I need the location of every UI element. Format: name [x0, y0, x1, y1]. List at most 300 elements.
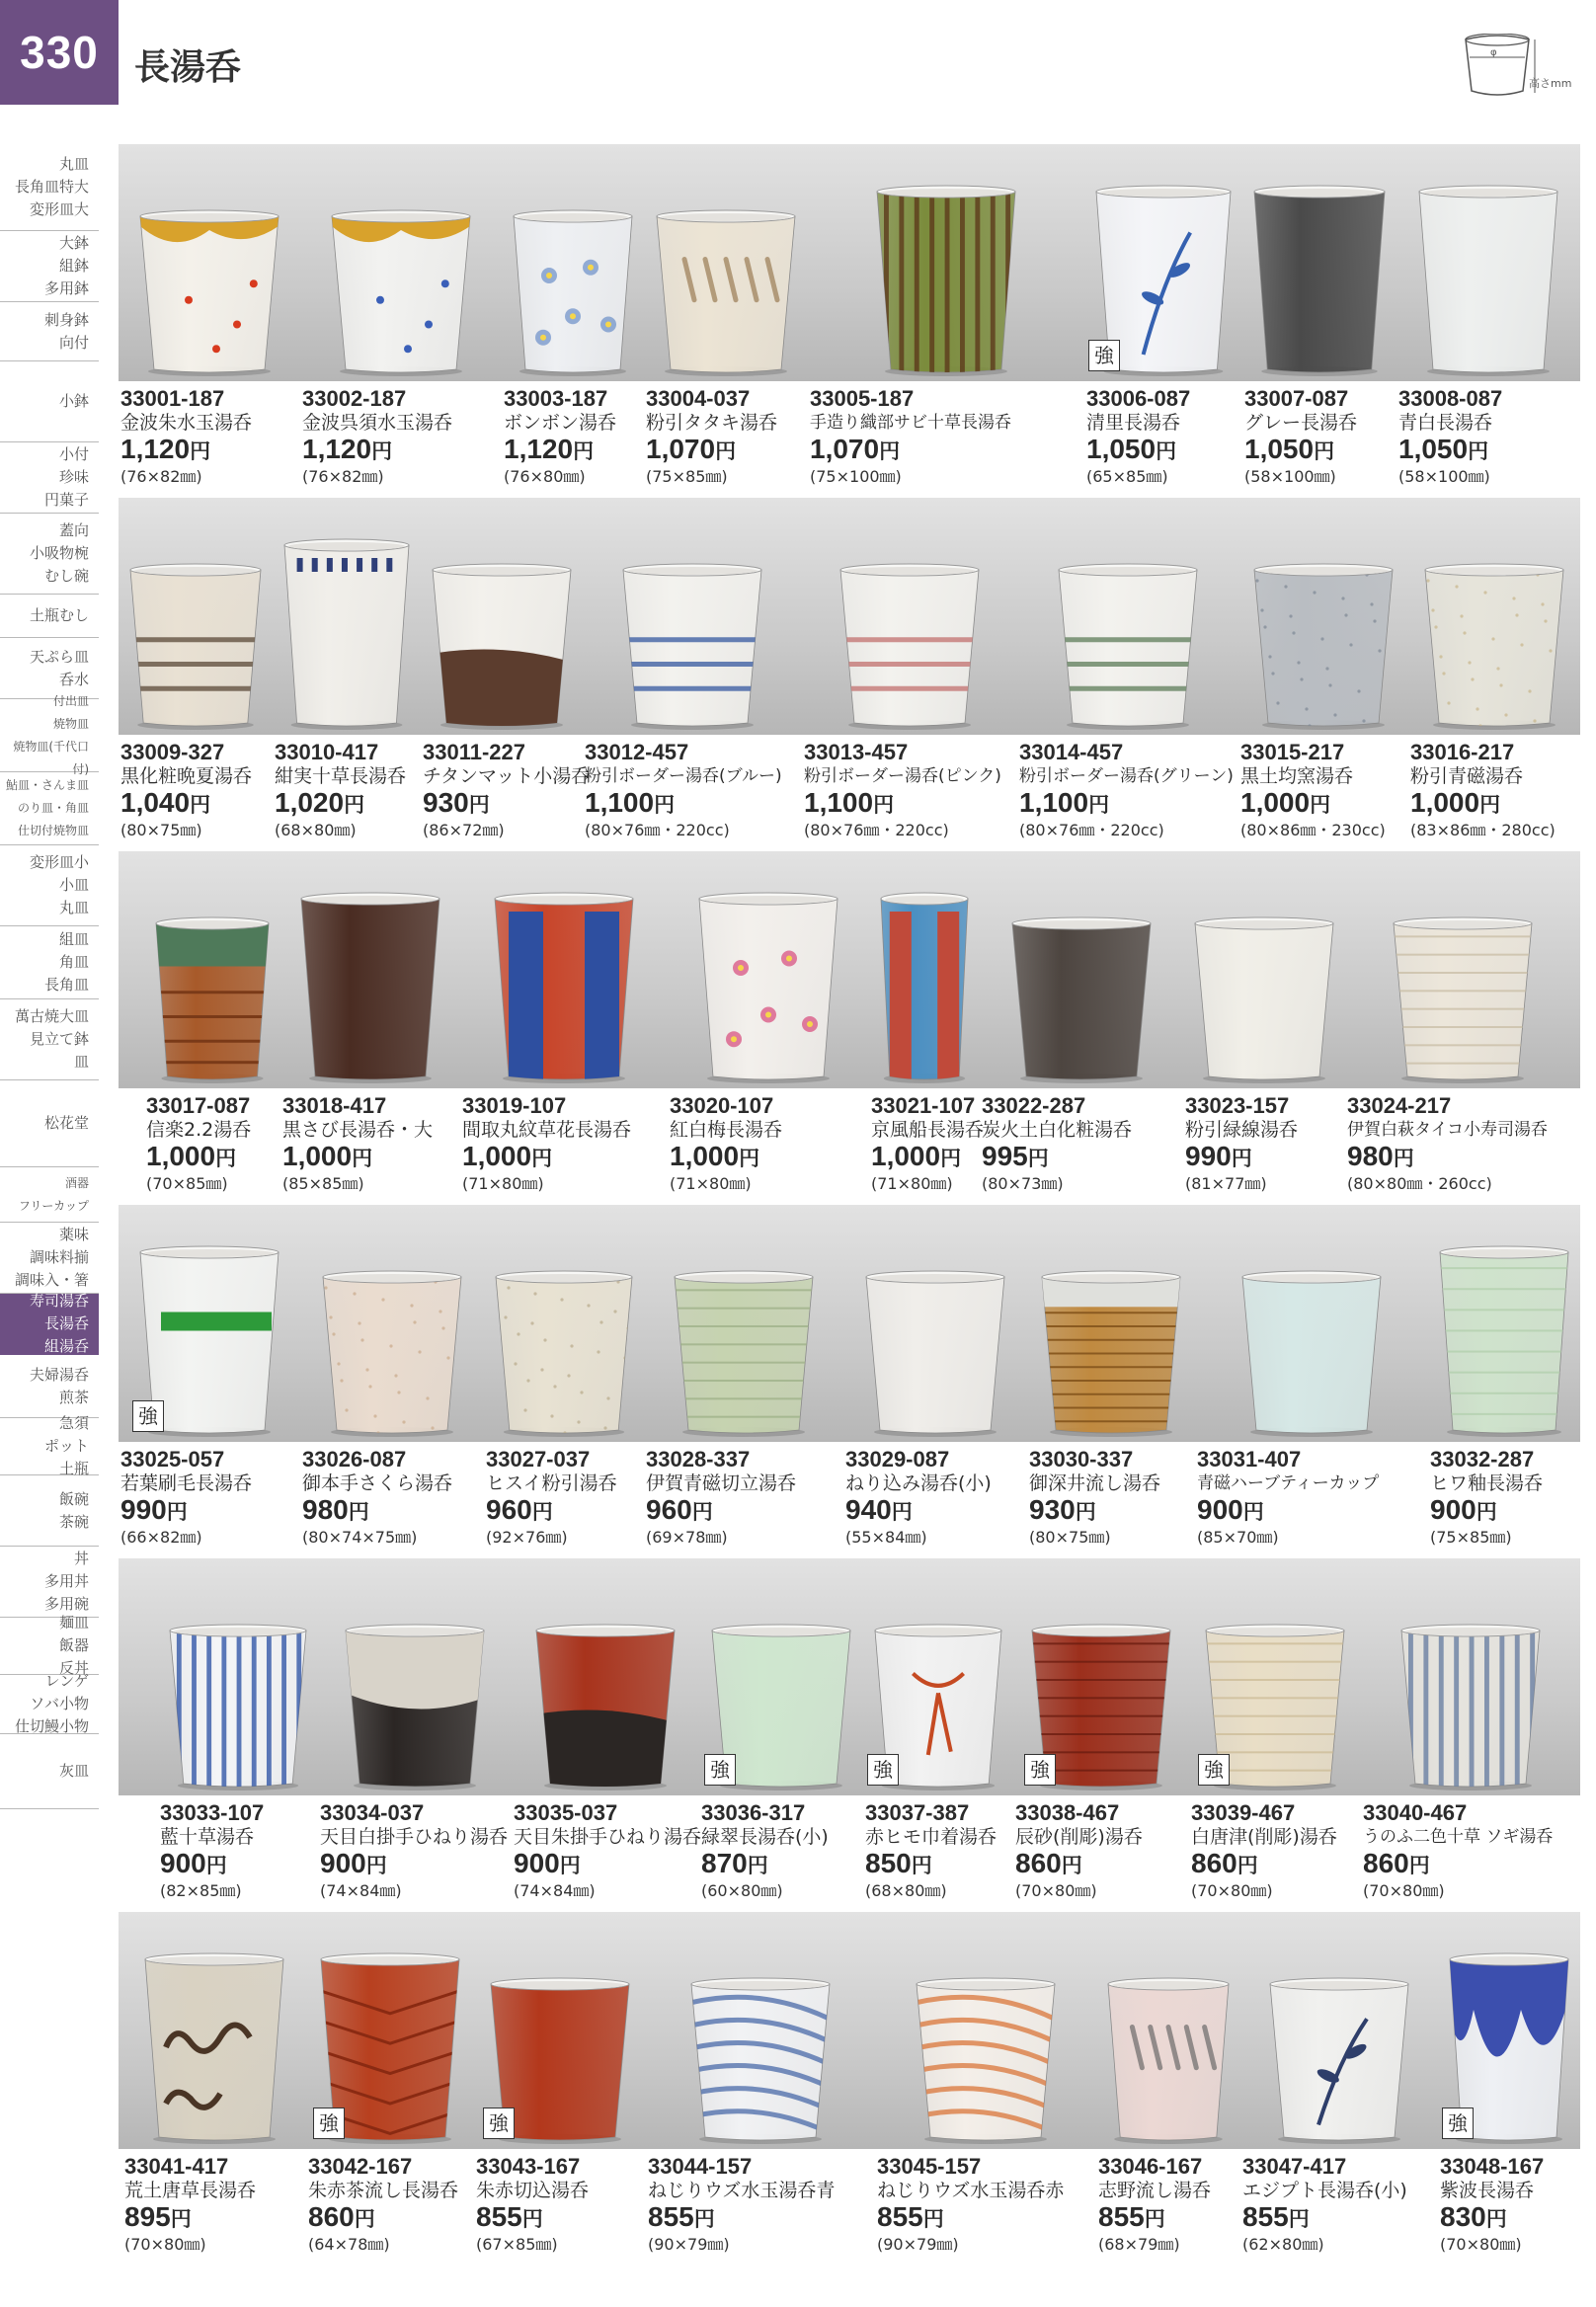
product-price — [308, 2202, 458, 2234]
price-value: 1,020 — [275, 787, 345, 818]
product-size: (70×80㎜) — [1363, 1881, 1445, 1900]
yen-unit: 円 — [1288, 2207, 1310, 2231]
price-value: 860 — [308, 2201, 355, 2232]
yen-unit: 円 — [521, 2207, 543, 2231]
product-info[interactable] — [648, 2155, 835, 2256]
product-price — [504, 435, 616, 466]
product-code: 33018-417 — [282, 1093, 387, 1118]
product-info[interactable] — [120, 741, 252, 841]
product-cup-image — [170, 1625, 306, 1788]
price-value: 860 — [1015, 1848, 1062, 1878]
product-info[interactable] — [1197, 1448, 1379, 1549]
product-name: ヒワ釉長湯呑 — [1430, 1472, 1544, 1494]
product-info[interactable] — [486, 1448, 617, 1549]
product-info[interactable] — [810, 387, 1011, 488]
product-code: 33031-407 — [1197, 1447, 1302, 1472]
product-cup-image — [514, 210, 632, 373]
price-value: 1,000 — [871, 1141, 941, 1171]
sidebar-category-23[interactable] — [0, 1734, 99, 1809]
price-value: 1,050 — [1244, 434, 1315, 464]
price-value: 1,100 — [804, 787, 874, 818]
sidebar-category-20[interactable] — [0, 1547, 99, 1618]
product-cup-image — [1242, 1271, 1381, 1434]
yen-unit: 円 — [559, 1854, 581, 1877]
product-code: 33003-187 — [504, 386, 608, 411]
product-code: 33039-467 — [1191, 1800, 1296, 1825]
product-info[interactable] — [804, 741, 1001, 841]
price-value: 1,000 — [1410, 787, 1480, 818]
product-size: (81×77㎜) — [1185, 1174, 1267, 1193]
sidebar-category-14[interactable] — [0, 1167, 99, 1223]
price-value: 900 — [514, 1848, 560, 1878]
product-code: 33012-457 — [585, 740, 689, 764]
product-size: (75×85㎜) — [1430, 1528, 1512, 1547]
product-code: 33011-227 — [423, 740, 525, 764]
sidebar-category-label: 急須 — [58, 1414, 89, 1432]
yen-unit: 円 — [739, 1147, 760, 1170]
product-name: 手造り織部サビ十草長湯呑 — [810, 413, 1011, 433]
product-code: 33038-467 — [1015, 1800, 1120, 1825]
product-size: (75×85㎜) — [646, 467, 728, 486]
product-size: (62×80㎜) — [1242, 2235, 1324, 2254]
sidebar-category-label: レンゲ — [44, 1672, 89, 1690]
product-cup-image — [840, 564, 979, 727]
sidebar-category-18[interactable] — [0, 1414, 99, 1477]
product-size: (75×100㎜) — [810, 467, 902, 486]
product-cup-image — [1254, 186, 1385, 373]
product-cup-image — [346, 1625, 484, 1788]
product-info[interactable] — [320, 1801, 508, 1902]
product-price — [1019, 788, 1234, 820]
product-size: (69×78㎜) — [646, 1528, 728, 1547]
product-name: 朱赤切込湯呑 — [476, 2180, 590, 2201]
product-info[interactable] — [146, 1094, 251, 1195]
product-info[interactable] — [1029, 1448, 1160, 1549]
product-name: 天目白掛手ひねり湯呑 — [320, 1826, 509, 1848]
product-cup-image — [140, 210, 279, 373]
price-value: 900 — [1430, 1494, 1476, 1525]
sidebar-category-label: 仕切付焼物皿 — [17, 824, 89, 837]
product-info[interactable] — [646, 387, 777, 488]
durable-badge: 強 — [1442, 2108, 1474, 2139]
sidebar-category-21[interactable] — [0, 1614, 99, 1677]
sidebar-category-label: 寿司湯呑 — [29, 1292, 89, 1310]
price-value: 980 — [1347, 1141, 1394, 1171]
product-size: (80×75㎜) — [120, 821, 202, 839]
yen-unit: 円 — [1156, 439, 1177, 463]
product-size: (80×74×75㎜) — [302, 1528, 418, 1547]
sidebar-category-10[interactable] — [0, 845, 99, 926]
price-value: 1,000 — [1240, 787, 1311, 818]
price-value: 1,120 — [302, 434, 372, 464]
product-code: 33045-157 — [877, 2154, 982, 2179]
sidebar-category-label: 仕切鰻小物 — [14, 1717, 89, 1735]
product-code: 33028-337 — [646, 1447, 751, 1472]
price-value: 960 — [486, 1494, 532, 1525]
price-value: 850 — [865, 1848, 912, 1878]
product-info[interactable] — [1019, 741, 1234, 841]
sidebar-category-1[interactable] — [0, 231, 99, 302]
yen-unit: 円 — [1393, 1147, 1414, 1170]
product-name: 粉引青磁湯呑 — [1410, 765, 1524, 787]
price-value: 930 — [423, 787, 469, 818]
product-info[interactable] — [160, 1801, 264, 1902]
product-info[interactable] — [1347, 1094, 1548, 1195]
product-info[interactable] — [423, 741, 590, 841]
product-info[interactable] — [845, 1448, 992, 1549]
product-price — [146, 1142, 251, 1173]
price-value: 900 — [1197, 1494, 1243, 1525]
price-value: 1,000 — [462, 1141, 532, 1171]
sidebar-category-label: 丸皿 — [58, 155, 89, 173]
product-cup-image — [536, 1625, 675, 1788]
sidebar-category-6[interactable] — [0, 595, 99, 638]
product-name: ヒスイ粉引湯呑 — [486, 1472, 617, 1494]
product-name: 間取丸紋草花長湯呑 — [462, 1119, 632, 1141]
product-name: 青白長湯呑 — [1398, 412, 1493, 434]
price-value: 1,000 — [282, 1141, 353, 1171]
product-info[interactable] — [1191, 1801, 1337, 1902]
product-cup-image — [495, 893, 633, 1080]
product-code: 33032-287 — [1430, 1447, 1535, 1472]
sidebar-category-label: 酒器 — [64, 1175, 89, 1190]
product-info[interactable] — [120, 1448, 252, 1549]
durable-badge: 強 — [1024, 1754, 1056, 1786]
product-code: 33030-337 — [1029, 1447, 1134, 1472]
product-info[interactable] — [1015, 1801, 1143, 1902]
product-size: (74×84㎜) — [320, 1881, 402, 1900]
product-name: 粉引タタキ湯呑 — [646, 412, 778, 434]
product-name: 粉引ボーダー湯呑(ブルー) — [585, 766, 782, 786]
yen-unit: 円 — [922, 2207, 944, 2231]
sidebar-category-label: 小付 — [58, 445, 89, 463]
product-info[interactable] — [1240, 741, 1386, 841]
product-cup-image — [1254, 564, 1393, 727]
product-name: ねり込み湯呑(小) — [845, 1472, 992, 1494]
product-name: 若葉刷毛長湯呑 — [120, 1472, 253, 1494]
product-info[interactable] — [1440, 2155, 1544, 2256]
product-info[interactable] — [308, 2155, 458, 2256]
yen-unit: 円 — [354, 2207, 375, 2231]
product-size: (86×72㎜) — [423, 821, 505, 839]
product-cup-image — [1108, 1978, 1229, 2141]
product-cup-image — [1419, 186, 1557, 373]
product-name: 紺実十草長湯呑 — [275, 765, 407, 787]
sidebar-category-12[interactable] — [0, 999, 99, 1080]
product-info[interactable] — [476, 2155, 589, 2256]
yen-unit: 円 — [1061, 1854, 1082, 1877]
product-code: 33017-087 — [146, 1093, 251, 1118]
yen-unit: 円 — [365, 1854, 387, 1877]
product-cup-image — [623, 564, 761, 727]
product-info[interactable] — [670, 1094, 782, 1195]
product-cup-image — [1401, 1625, 1540, 1788]
product-price — [120, 788, 252, 820]
product-price — [462, 1142, 631, 1173]
sidebar-category-label: 小吸物椀 — [29, 544, 89, 562]
product-info[interactable] — [275, 741, 406, 841]
product-cup-image — [156, 917, 269, 1080]
sidebar-category-0[interactable] — [0, 144, 99, 231]
product-size: (70×80㎜) — [1191, 1881, 1273, 1900]
product-price — [1410, 788, 1556, 820]
product-price — [982, 1142, 1132, 1173]
product-info[interactable] — [1086, 387, 1190, 488]
product-price — [1242, 2202, 1407, 2234]
price-value: 1,100 — [1019, 787, 1089, 818]
price-value: 900 — [160, 1848, 206, 1878]
product-info[interactable] — [1363, 1801, 1553, 1902]
product-price — [648, 2202, 835, 2234]
product-info[interactable] — [514, 1801, 701, 1902]
sidebar-category-label: 焼物皿 — [52, 716, 89, 731]
product-size: (70×80㎜) — [124, 2235, 206, 2254]
product-size: (64×78㎜) — [308, 2235, 390, 2254]
yen-unit: 円 — [170, 2207, 192, 2231]
product-cup-image — [301, 893, 439, 1080]
product-info[interactable] — [282, 1094, 433, 1195]
product-info[interactable] — [877, 2155, 1064, 2256]
sidebar-category-22[interactable] — [0, 1672, 99, 1735]
product-size: (65×85㎜) — [1086, 467, 1168, 486]
product-code: 33004-037 — [646, 386, 751, 411]
product-info[interactable] — [646, 1448, 796, 1549]
price-value: 1,050 — [1086, 434, 1157, 464]
product-info[interactable] — [1244, 387, 1357, 488]
sidebar-category-label: 薬味 — [58, 1226, 89, 1243]
yen-unit: 円 — [1242, 1500, 1264, 1524]
sidebar-category-label: 大鉢 — [58, 234, 89, 252]
product-info[interactable] — [302, 1448, 452, 1549]
product-code: 33009-327 — [120, 740, 225, 764]
product-size: (76×82㎜) — [120, 467, 202, 486]
product-code: 33024-217 — [1347, 1093, 1452, 1118]
sidebar-category-15[interactable] — [0, 1223, 99, 1294]
product-code: 33007-087 — [1244, 386, 1349, 411]
product-code: 33041-417 — [124, 2154, 229, 2179]
product-cup-image — [1012, 917, 1151, 1080]
sidebar-category-label: 長角皿 — [43, 976, 89, 994]
price-value: 900 — [320, 1848, 366, 1878]
sidebar-category-label: 茶碗 — [58, 1512, 89, 1531]
product-info[interactable] — [1185, 1094, 1298, 1195]
yen-unit: 円 — [344, 793, 365, 817]
product-code: 33016-217 — [1410, 740, 1515, 764]
product-name: 御深井流し湯呑 — [1029, 1472, 1161, 1494]
product-size: (92×76㎜) — [486, 1528, 568, 1547]
product-info[interactable] — [120, 387, 252, 488]
product-cup-image — [496, 1271, 632, 1434]
product-cup-image — [657, 210, 795, 373]
sidebar-category-11[interactable] — [0, 926, 99, 999]
product-size: (80×86㎜・230cc) — [1240, 821, 1386, 839]
product-price — [476, 2202, 589, 2234]
sidebar-category-4[interactable] — [0, 442, 99, 514]
product-info[interactable] — [1098, 2155, 1211, 2256]
sidebar-category-16[interactable] — [0, 1294, 99, 1355]
cup-size-diagram-icon — [1458, 34, 1596, 103]
product-info[interactable] — [1430, 1448, 1543, 1549]
sidebar-category-label: 呑水 — [58, 670, 89, 688]
product-info[interactable] — [585, 741, 782, 841]
product-size: (60×80㎜) — [701, 1881, 783, 1900]
product-size: (70×80㎜) — [1440, 2235, 1522, 2254]
product-name: 藍十草湯呑 — [160, 1826, 255, 1848]
product-code: 33022-287 — [982, 1093, 1086, 1118]
product-price — [160, 1849, 264, 1880]
product-info[interactable] — [124, 2155, 256, 2256]
product-name: 粉引ボーダー湯呑(グリーン) — [1019, 766, 1234, 786]
product-code: 33005-187 — [810, 386, 915, 411]
durable-badge: 強 — [1088, 340, 1120, 371]
durable-badge: 強 — [132, 1400, 164, 1432]
product-code: 33006-087 — [1086, 386, 1191, 411]
product-info[interactable] — [1410, 741, 1556, 841]
sidebar-category-13[interactable] — [0, 1080, 99, 1167]
sidebar-category-label: 長湯呑 — [43, 1314, 89, 1332]
price-value: 960 — [646, 1494, 692, 1525]
price-value: 855 — [877, 2201, 923, 2232]
product-info[interactable] — [1242, 2155, 1407, 2256]
yen-unit: 円 — [371, 439, 393, 463]
product-code: 33037-387 — [865, 1800, 970, 1825]
product-name: 金波呉須水玉湯呑 — [302, 412, 453, 434]
product-name: 粉引緑線湯呑 — [1185, 1119, 1299, 1141]
price-value: 990 — [1185, 1141, 1232, 1171]
price-value: 930 — [1029, 1494, 1076, 1525]
yen-unit: 円 — [1231, 1147, 1252, 1170]
product-cup-image — [1059, 564, 1197, 727]
page-title: 長湯呑 — [134, 47, 242, 88]
sidebar-category-label: 天ぷら皿 — [29, 647, 89, 666]
price-value: 1,000 — [146, 1141, 216, 1171]
product-info[interactable] — [302, 387, 452, 488]
product-info[interactable] — [462, 1094, 631, 1195]
product-code: 33035-037 — [514, 1800, 618, 1825]
product-name: エジプト長湯呑(小) — [1242, 2180, 1407, 2201]
price-value: 855 — [648, 2201, 694, 2232]
sidebar-category-5[interactable] — [0, 514, 99, 595]
sidebar-category-label: ポット — [43, 1437, 89, 1455]
product-price — [1244, 435, 1357, 466]
yen-unit: 円 — [352, 1147, 373, 1170]
product-size: (66×82㎜) — [120, 1528, 202, 1547]
sidebar-category-label: 調味入・箸 — [14, 1271, 89, 1289]
product-cup-image — [284, 539, 409, 727]
product-size: (67×85㎜) — [476, 2235, 558, 2254]
product-cup-image — [1042, 1271, 1180, 1434]
product-size: (85×70㎜) — [1197, 1528, 1279, 1547]
product-size: (58×100㎜) — [1244, 467, 1336, 486]
product-cup-image — [917, 1978, 1055, 2141]
product-size: (76×82㎜) — [302, 467, 384, 486]
yen-unit: 円 — [693, 2207, 715, 2231]
product-name: ねじりウズ水玉湯呑赤 — [877, 2180, 1065, 2201]
product-price — [302, 1495, 452, 1527]
product-name: 伊賀青磁切立湯呑 — [646, 1472, 797, 1494]
product-info[interactable] — [504, 387, 616, 488]
product-cup-image — [323, 1271, 461, 1434]
sidebar-category-label: のり皿・角皿 — [17, 801, 89, 815]
product-info[interactable] — [982, 1094, 1132, 1195]
product-code: 33036-317 — [701, 1800, 806, 1825]
product-code: 33027-037 — [486, 1447, 591, 1472]
price-value: 830 — [1440, 2201, 1486, 2232]
product-price — [282, 1142, 433, 1173]
yen-unit: 円 — [215, 1147, 237, 1170]
product-cup-image — [1425, 564, 1563, 727]
product-size: (68×80㎜) — [865, 1881, 947, 1900]
sidebar-category-label: むし碗 — [43, 567, 89, 585]
sidebar-category-label: 反丼 — [58, 1659, 89, 1677]
sidebar-category-19[interactable] — [0, 1475, 99, 1547]
product-size: (90×79㎜) — [877, 2235, 959, 2254]
yen-unit: 円 — [190, 439, 211, 463]
product-info[interactable] — [865, 1801, 997, 1902]
yen-unit: 円 — [891, 1500, 913, 1524]
sidebar-category-label: 松花堂 — [43, 1114, 89, 1132]
product-price — [320, 1849, 508, 1880]
product-price — [871, 1142, 984, 1173]
sidebar-category-label: 多用鉢 — [43, 279, 89, 297]
product-cup-image — [699, 893, 838, 1080]
sidebar-category-17[interactable] — [0, 1355, 99, 1418]
product-code: 33015-217 — [1240, 740, 1345, 764]
price-value: 1,100 — [585, 787, 655, 818]
yen-unit: 円 — [468, 793, 490, 817]
product-price — [1086, 435, 1190, 466]
sidebar-category-label: 鮎皿・さんま皿 — [5, 778, 89, 792]
sidebar-category-9[interactable] — [0, 772, 99, 845]
product-size: (68×79㎜) — [1098, 2235, 1180, 2254]
sidebar-category-label: 小鉢 — [58, 392, 89, 410]
product-size: (74×84㎜) — [514, 1881, 596, 1900]
durable-badge: 強 — [867, 1754, 899, 1786]
product-code: 33008-087 — [1398, 386, 1503, 411]
product-cup-image — [1394, 917, 1532, 1080]
product-price — [1240, 788, 1386, 820]
product-info[interactable] — [1398, 387, 1502, 488]
product-price — [1430, 1495, 1543, 1527]
product-price — [1029, 1495, 1160, 1527]
product-price — [1440, 2202, 1544, 2234]
product-price — [585, 788, 782, 820]
product-price — [810, 435, 1011, 466]
product-price — [646, 435, 777, 466]
price-value: 1,000 — [670, 1141, 740, 1171]
product-info[interactable] — [701, 1801, 829, 1902]
sidebar-category-label: 丼 — [73, 1550, 89, 1567]
sidebar-category-2[interactable] — [0, 302, 99, 361]
sidebar-category-label: 皿 — [73, 1053, 89, 1071]
yen-unit: 円 — [1088, 793, 1110, 817]
yen-unit: 円 — [190, 793, 211, 817]
product-name: チタンマット小湯呑 — [423, 765, 591, 787]
sidebar-category-8[interactable] — [0, 693, 99, 776]
product-code: 33026-087 — [302, 1447, 407, 1472]
product-cup-image — [1270, 1978, 1408, 2141]
sidebar-category-label: 向付 — [58, 333, 89, 352]
product-size: (70×85㎜) — [146, 1174, 228, 1193]
product-name: 朱赤茶流し長湯呑 — [308, 2180, 459, 2201]
sidebar-category-label: 多用碗 — [43, 1595, 89, 1613]
sidebar-category-3[interactable] — [0, 361, 99, 442]
product-size: (58×100㎜) — [1398, 467, 1490, 486]
product-name: 志野流し湯呑 — [1098, 2180, 1212, 2201]
sidebar-category-label: フリーカップ — [18, 1198, 89, 1213]
product-info[interactable] — [871, 1094, 984, 1195]
product-name: 白唐津(削彫)湯呑 — [1191, 1826, 1337, 1848]
